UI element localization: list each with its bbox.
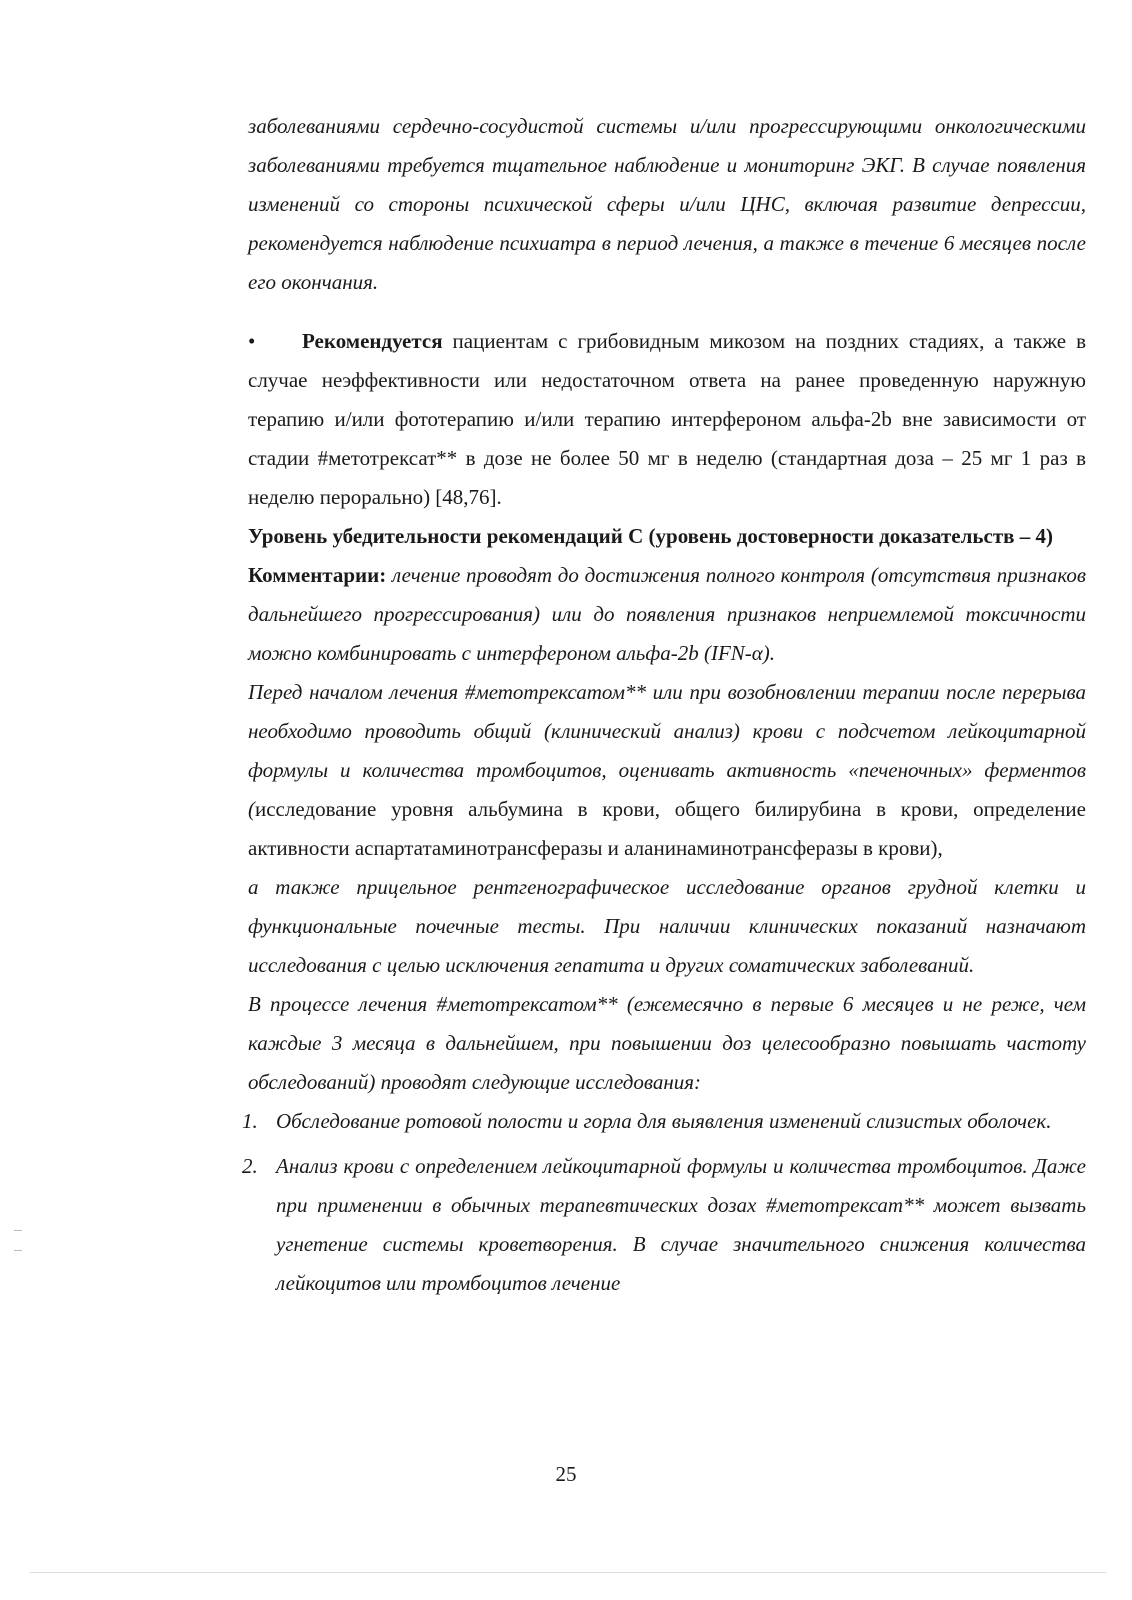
margin-mark — [14, 1250, 22, 1251]
list-item-text: Обследование ротовой полости и горла для выявления изменений слизистых оболочек. — [276, 1109, 1052, 1133]
additional-tests-paragraph: а также прицельное рентгенографическое исследование органов грудной клетки и функциональные почечные тесты. При наличии клинических показаний назначают исследования с целью исключения гепатита и других соматических заболеваний. — [248, 875, 1086, 977]
comment-lead: Комментарии: — [248, 563, 387, 587]
list-item-number: 2. — [242, 1154, 258, 1178]
pre-treatment-italic: Перед началом лечения #метотрексатом** или при возобновлении терапии после перерыва необходимо проводить общий (клинический анализ) крови с подсчетом лейкоцитарной формулы и количества тромбоцитов, оценивать активность «печеночных» ферментов ( — [248, 680, 1086, 821]
recommendation-text: пациентам с грибовидным микозом на поздних стадиях, а также в случае неэффективности или недостаточном ответа на ранее проведенную наружную терапию и/или фототерапию и/или терапию интерфероном альфа-2b вне зависимости от стадии #метотрексат** в дозе не более 50 мг в неделю (стандартная доза – 25 мг 1 раз в неделю перорально) [48,76]. — [248, 329, 1086, 509]
evidence-level: Уровень убедительности рекомендаций C (уровень достоверности доказательств – 4) — [248, 524, 1053, 548]
pre-treatment-paragraph — [248, 673, 1086, 868]
list-item-number: 1. — [242, 1109, 258, 1133]
list-item — [242, 1102, 1086, 1141]
scan-edge-line — [30, 1572, 1106, 1573]
list-item — [242, 1147, 1086, 1303]
page-number: 25 — [555, 1462, 577, 1486]
recommendation-lead: Рекомендуется — [302, 329, 443, 353]
margin-mark — [14, 1230, 22, 1231]
examination-list — [242, 1102, 1086, 1303]
list-item-text: Анализ крови с определением лейкоцитарной формулы и количества тромбоцитов. Даже при применении в обычных терапевтических дозах #метотрексат** может вызвать угнетение системы кроветворения. В случае значительного снижения количества лейкоцитов или тромбоцитов лечение — [276, 1154, 1086, 1295]
comment-paragraph — [248, 556, 1086, 673]
during-treatment-paragraph: В процессе лечения #метотрексатом** (ежемесячно в первые 6 месяцев и не реже, чем каждые 3 месяца в дальнейшем, при повышении доз целесообразно повышать частоту обследований) проводят следующие исследования: — [248, 992, 1086, 1094]
paragraph-ecg-monitoring: заболеваниями сердечно-сосудистой системы и/или прогрессирующими онкологическими заболеваниями требуется тщательное наблюдение и мониторинг ЭКГ. В случае появления изменений со стороны психической сферы и/или ЦНС, включая развитие депрессии, рекомендуется наблюдение психиатра в период лечения, а также в течение 6 месяцев после его окончания. — [248, 114, 1086, 294]
page-body — [242, 107, 1086, 1303]
bullet-marker: • — [248, 329, 256, 353]
recommendation-paragraph — [248, 322, 1086, 517]
comment-text: лечение проводят до достижения полного контроля (отсутствия признаков дальнейшего прогрессирования) или до появления признаков неприемлемой токсичности можно комбинировать с интерфероном альфа-2b (IFN-α). — [248, 563, 1086, 665]
pre-treatment-plain: исследование уровня альбумина в крови, общего билирубина в крови, определение активности аспартатаминотрансферазы и аланинаминотрансферазы в крови), — [248, 797, 1086, 860]
